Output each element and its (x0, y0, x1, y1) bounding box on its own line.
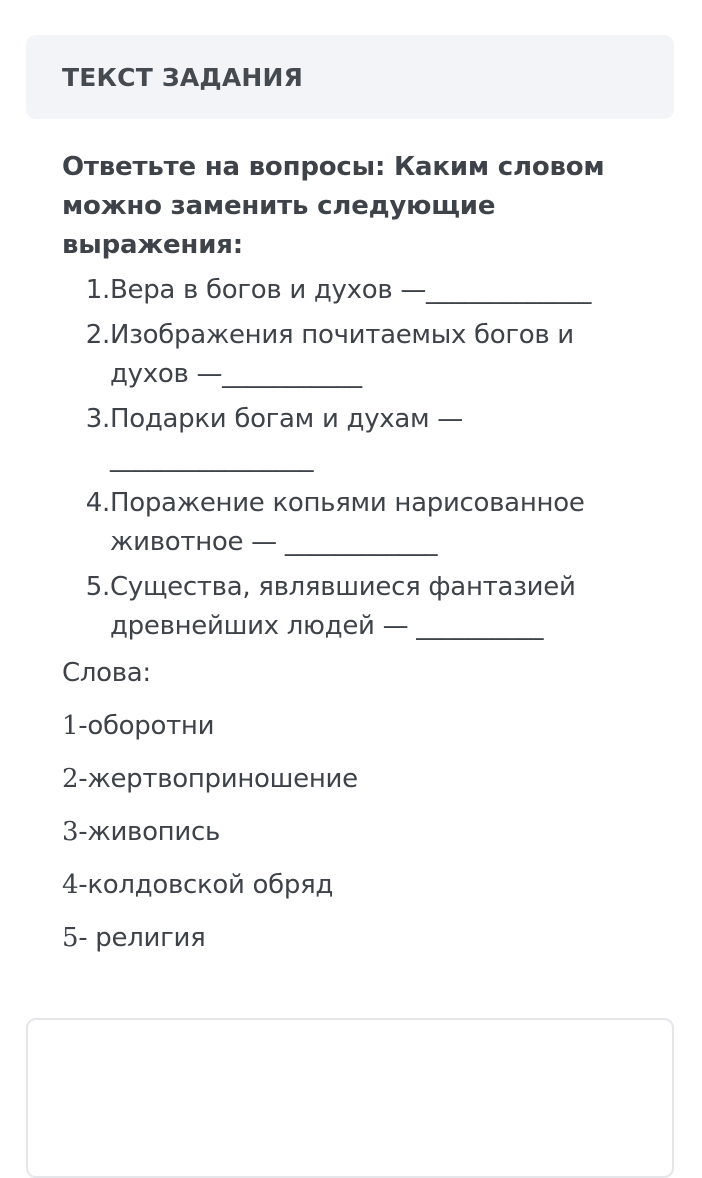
word-option-text: -колдовской обряд (78, 870, 334, 900)
list-item-number: 2. (85, 320, 110, 350)
list-item-text: Вера в богов и духов —_____________ (110, 275, 592, 305)
word-option-text: - религия (78, 923, 206, 953)
list-item-number: 3. (85, 404, 110, 434)
word-option-text: -жертвоприношение (78, 764, 358, 794)
word-option-text: -оборотни (78, 711, 215, 741)
list-item (62, 484, 642, 562)
list-item (62, 316, 642, 394)
word-option-number: 1 (62, 711, 79, 741)
word-option-number: 2 (62, 764, 79, 794)
list-item-text: Существа, являвшиеся фантазией древнейших людей — __________ (110, 572, 576, 641)
word-option-number: 5 (62, 923, 79, 953)
task-content (62, 148, 642, 958)
list-item (62, 271, 642, 310)
list-item-number: 1. (85, 275, 110, 305)
words-label: Слова: (62, 658, 151, 688)
word-option-number: 3 (62, 817, 79, 847)
word-option (62, 813, 642, 852)
word-option (62, 707, 642, 746)
task-question: Ответьте на вопросы: Каким словом можно заменить следующие выражения: (62, 152, 605, 260)
question-list (62, 271, 642, 646)
task-header-title: ТЕКСТ ЗАДАНИЯ (62, 62, 304, 92)
word-option (62, 919, 642, 958)
word-option-number: 4 (62, 870, 79, 900)
task-header (26, 35, 674, 119)
list-item (62, 568, 642, 646)
word-option (62, 760, 642, 799)
list-item-number: 4. (85, 488, 110, 518)
list-item-text: Изображения почитаемых богов и духов —___________ (110, 320, 574, 389)
list-item-text: Подарки богам и духам — ________________ (110, 404, 463, 473)
list-item-text: Поражение копьями нарисованное животное — ____________ (110, 488, 585, 557)
list-item (62, 400, 642, 478)
word-option (62, 866, 642, 905)
answer-box[interactable] (26, 1018, 674, 1178)
word-option-text: -живопись (78, 817, 220, 847)
list-item-number: 5. (85, 572, 110, 602)
